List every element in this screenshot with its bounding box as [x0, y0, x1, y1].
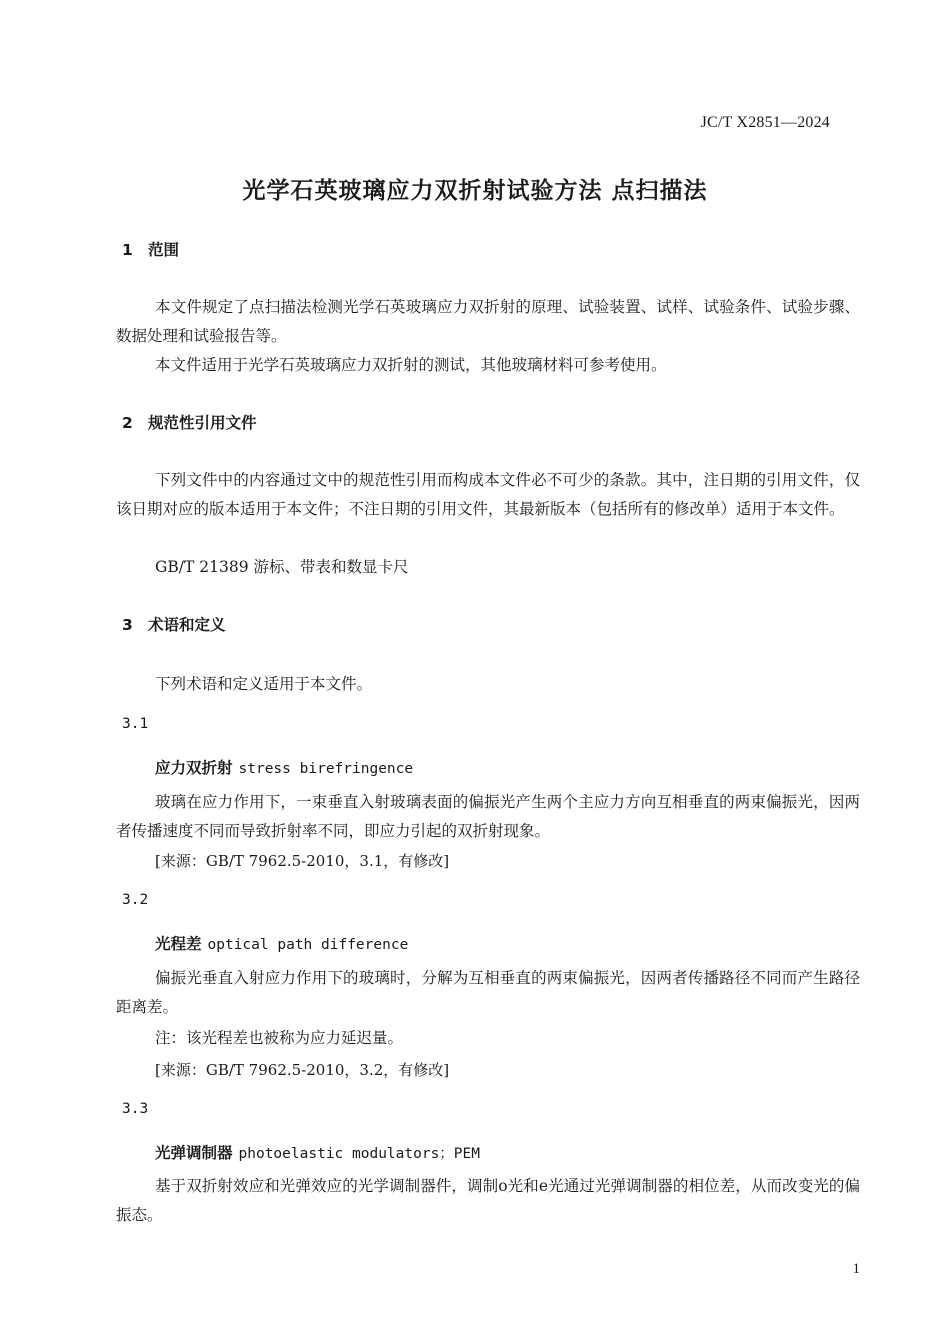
scope-paragraph-1: 本文件规定了点扫描法检测光学石英玻璃应力双折射的原理、试验装置、试样、试验条件、试验步骤、数据处理和试验报告等。: [116, 298, 860, 345]
term-name: [155, 1141, 480, 1163]
section-number: 3: [122, 616, 133, 634]
page-number: 1: [852, 1261, 860, 1277]
term-number: 3.2: [122, 892, 149, 908]
section-title: 范围: [148, 241, 180, 259]
section-number: 2: [122, 414, 133, 432]
term-name-en: optical path difference: [207, 937, 409, 953]
term-definition: 玻璃在应力作用下，一束垂直入射玻璃表面的偏振光产生两个主应力方向互相垂直的两束偏振光，因两者传播速度不同而导致折射率不同，即应力引起的双折射现象。: [116, 793, 860, 840]
terms-intro-paragraph: 下列术语和定义适用于本文件。: [155, 675, 373, 693]
section-1-heading: [122, 238, 179, 260]
term-name: [155, 932, 408, 954]
term-name-zh: 应力双折射: [155, 759, 233, 777]
scope-paragraph-2: 本文件适用于光学石英玻璃应力双折射的测试，其他玻璃材料可参考使用。: [155, 356, 667, 374]
section-title: 规范性引用文件: [148, 414, 257, 432]
term-number: 3.1: [122, 716, 149, 732]
term-name-en: photoelastic modulators；PEM: [238, 1146, 480, 1162]
term-definition: 偏振光垂直入射应力作用下的玻璃时，分解为互相垂直的两束偏振光，因两者传播路径不同而产生路径距离差。: [116, 969, 860, 1016]
section-title: 术语和定义: [148, 616, 226, 634]
term-source: [来源：GB/T 7962.5-2010，3.2，有修改]: [155, 1061, 450, 1079]
term-name-en: stress birefringence: [238, 761, 414, 777]
section-number: 1: [122, 241, 133, 259]
document-code: JC/T X2851—2024: [700, 114, 830, 131]
reference-item: GB/T 21389 游标、带表和数显卡尺: [155, 558, 409, 576]
term-name-zh: 光程差: [155, 935, 202, 953]
term-note: 注：该光程差也被称为应力延迟量。: [155, 1029, 404, 1047]
section-2-heading: [122, 411, 257, 433]
normative-references-paragraph: 下列文件中的内容通过文中的规范性引用而构成本文件必不可少的条款。其中，注日期的引用文件，仅该日期对应的版本适用于本文件；不注日期的引用文件，其最新版本（包括所有的修改单）适用于本文件。: [116, 471, 860, 518]
term-name-zh: 光弹调制器: [155, 1144, 233, 1162]
term-number: 3.3: [122, 1101, 149, 1117]
section-3-heading: [122, 613, 226, 635]
term-name: [155, 756, 413, 778]
term-source: [来源：GB/T 7962.5-2010，3.1，有修改]: [155, 852, 450, 870]
term-definition: 基于双折射效应和光弹效应的光学调制器件，调制o光和e光通过光弹调制器的相位差，从而改变光的偏振态。: [116, 1177, 860, 1224]
document-title: 光学石英玻璃应力双折射试验方法 点扫描法: [242, 178, 708, 204]
